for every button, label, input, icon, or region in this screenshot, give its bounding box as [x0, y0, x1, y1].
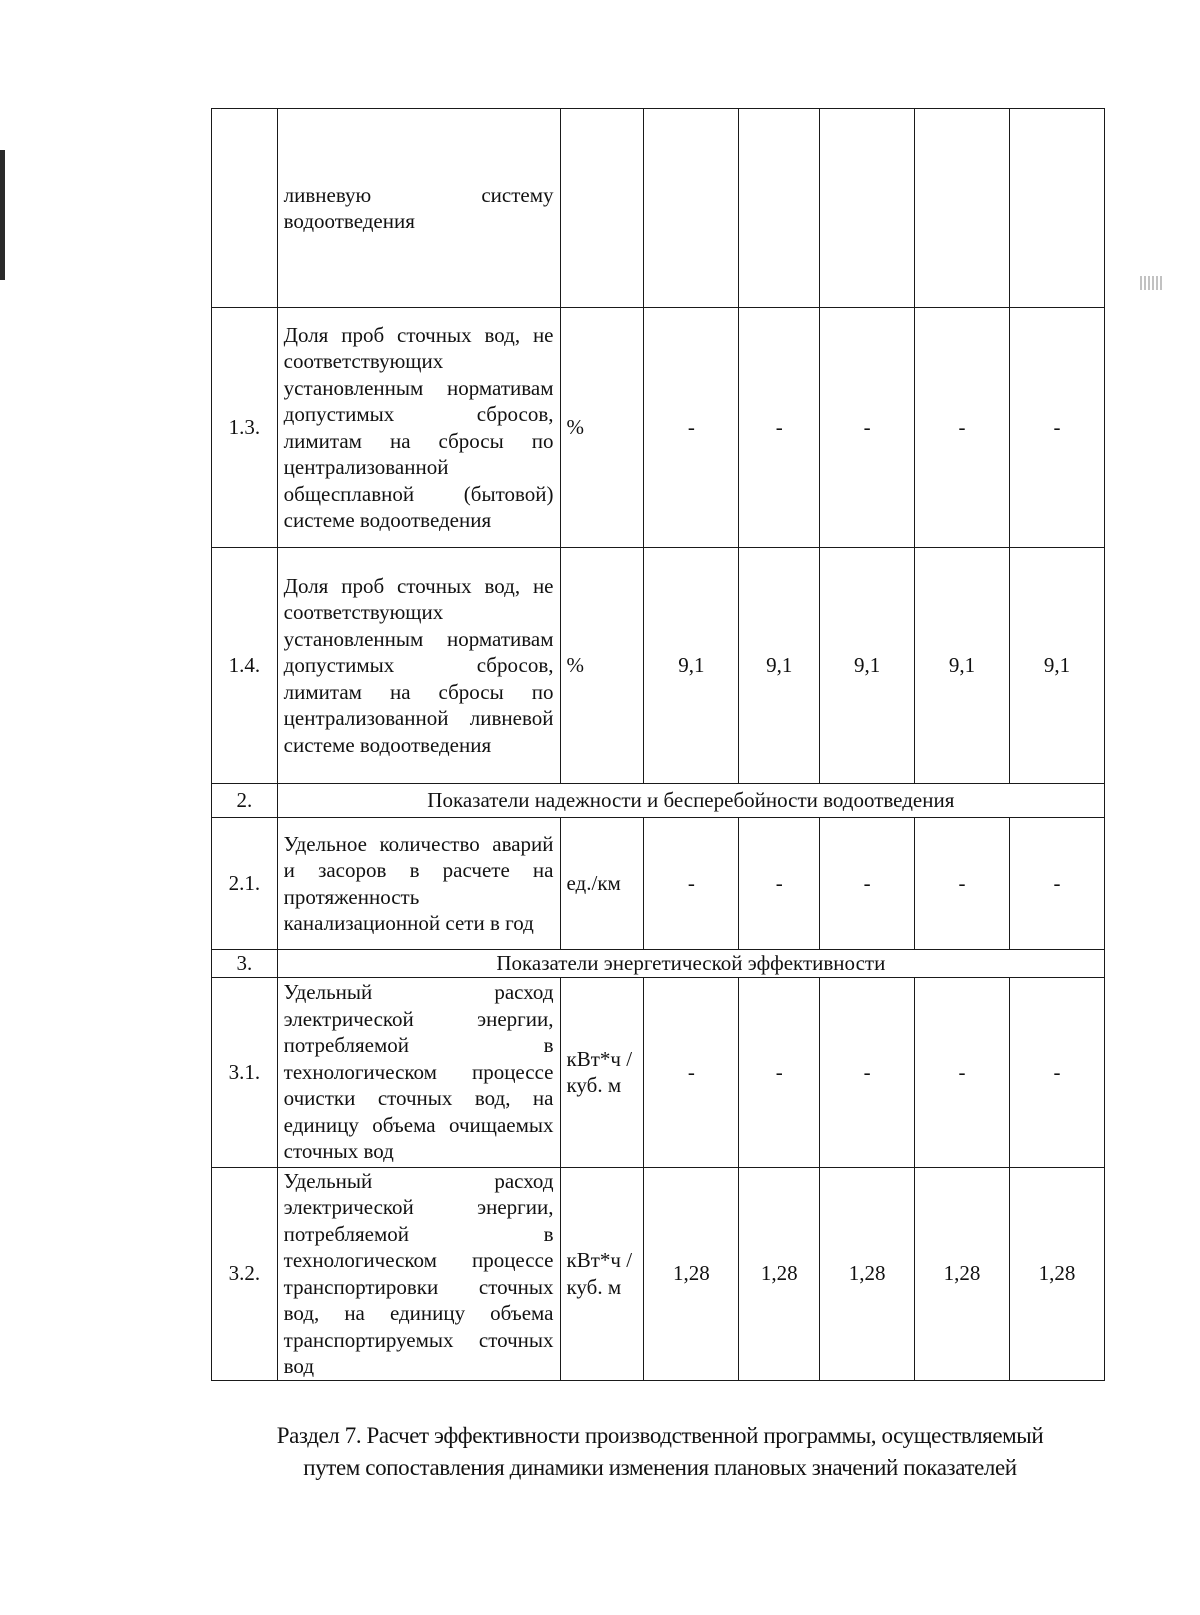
table-row: [212, 1167, 1105, 1380]
indicators-table: [211, 108, 1105, 1381]
section-heading: [215, 1420, 1105, 1484]
value-cell: -: [739, 818, 820, 950]
table-row: [212, 548, 1105, 784]
value-cell: [1010, 109, 1105, 308]
value-cell: 1,28: [739, 1167, 820, 1380]
section-title: Показатели надежности и бесперебойности водоотведения: [277, 784, 1104, 818]
table-row: [212, 109, 1105, 308]
indicator-name: Удельный расход электрической энергии, потребляемой в технологическом процессе очистки сточных вод, на единицу объема очищаемых сточных вод: [277, 977, 560, 1167]
value-cell: -: [644, 818, 739, 950]
table-row: [212, 977, 1105, 1167]
value-cell: [644, 109, 739, 308]
indicator-name: Удельный расход электрической энергии, потребляемой в технологическом процессе транспортировки сточных вод, на единицу объема транспортируемых сточных вод: [277, 1167, 560, 1380]
value-cell: 9,1: [820, 548, 915, 784]
unit-cell: кВт*ч /куб. м: [560, 977, 644, 1167]
value-cell: [915, 109, 1010, 308]
row-number: 2.1.: [212, 818, 278, 950]
value-cell: 9,1: [1010, 548, 1105, 784]
scan-edge-mark: [0, 150, 5, 280]
scan-noise-mark: [1140, 276, 1164, 290]
value-cell: -: [1010, 977, 1105, 1167]
value-cell: [820, 109, 915, 308]
value-cell: -: [820, 977, 915, 1167]
unit-cell: %: [560, 548, 644, 784]
unit-cell: кВт*ч / куб. м: [560, 1167, 644, 1380]
indicator-name: ливневую систему водоотведения: [277, 109, 560, 308]
value-cell: 1,28: [644, 1167, 739, 1380]
value-cell: [739, 109, 820, 308]
value-cell: -: [820, 308, 915, 548]
row-number: 1.4.: [212, 548, 278, 784]
section-row: [212, 950, 1105, 978]
indicator-name: Доля проб сточных вод, не соответствующих установленным нормативам допустимых сбросов, лимитам на сбросы по централизованной ливневой системе водоотведения: [277, 548, 560, 784]
unit-cell: %: [560, 308, 644, 548]
table-row: [212, 818, 1105, 950]
value-cell: 1,28: [1010, 1167, 1105, 1380]
value-cell: -: [820, 818, 915, 950]
table-row: [212, 308, 1105, 548]
value-cell: -: [915, 818, 1010, 950]
value-cell: -: [739, 308, 820, 548]
value-cell: 9,1: [644, 548, 739, 784]
row-number: [212, 109, 278, 308]
section-heading-line-2: путем сопоставления динамики изменения плановых значений показателей: [303, 1455, 1017, 1480]
row-number: 3.2.: [212, 1167, 278, 1380]
unit-cell: ед./км: [560, 818, 644, 950]
row-number: 1.3.: [212, 308, 278, 548]
value-cell: -: [915, 977, 1010, 1167]
value-cell: -: [1010, 308, 1105, 548]
indicator-name: Удельное количество аварий и засоров в расчете на протяженность канализационной сети в год: [277, 818, 560, 950]
value-cell: 9,1: [739, 548, 820, 784]
value-cell: -: [915, 308, 1010, 548]
value-cell: -: [644, 308, 739, 548]
row-number: 3.1.: [212, 977, 278, 1167]
section-number: 2.: [212, 784, 278, 818]
section-number: 3.: [212, 950, 278, 978]
section-title: Показатели энергетической эффективности: [277, 950, 1104, 978]
value-cell: 9,1: [915, 548, 1010, 784]
value-cell: 1,28: [820, 1167, 915, 1380]
section-heading-line-1: Раздел 7. Расчет эффективности производственной программы, осуществляемый: [276, 1423, 1044, 1448]
value-cell: -: [1010, 818, 1105, 950]
value-cell: -: [644, 977, 739, 1167]
section-row: [212, 784, 1105, 818]
unit-cell: [560, 109, 644, 308]
value-cell: -: [739, 977, 820, 1167]
value-cell: 1,28: [915, 1167, 1010, 1380]
indicator-name: Доля проб сточных вод, не соответствующих установленным нормативам допустимых сбросов, лимитам на сбросы по централизованной общесплавной (бытовой) системе водоотведения: [277, 308, 560, 548]
